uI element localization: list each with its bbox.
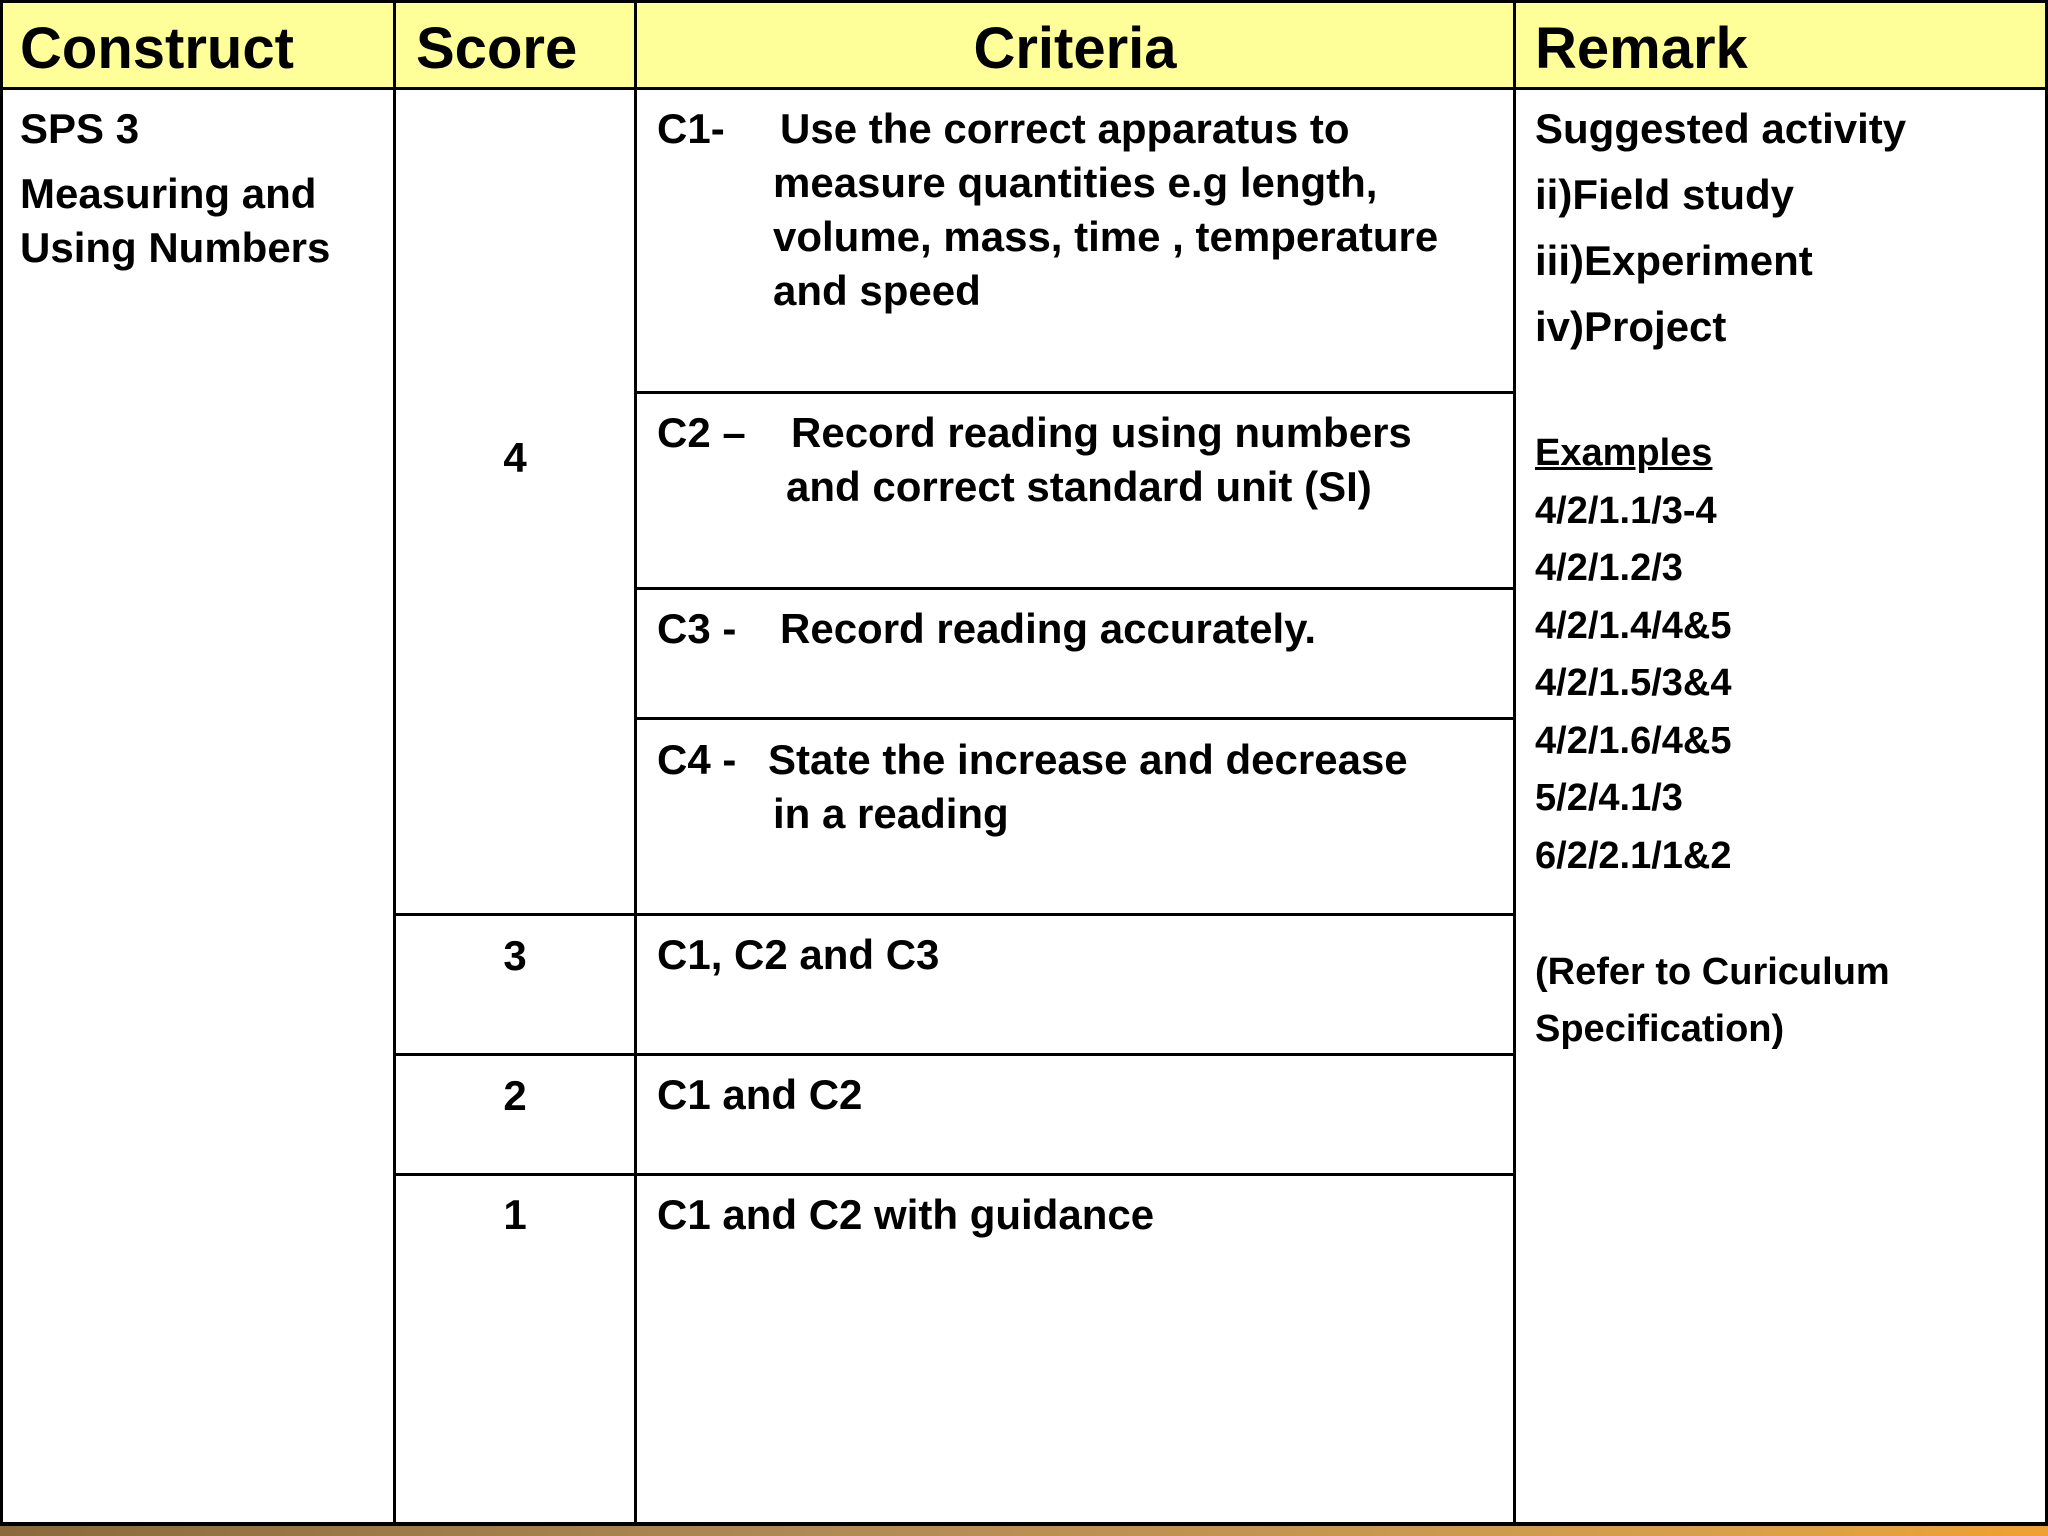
header-remark: Remark <box>1535 16 1748 81</box>
criteria-divider-c3-c4 <box>634 717 1516 720</box>
criteria-score-2: C1 and C2 <box>657 1071 863 1118</box>
score-2: 2 <box>503 1072 527 1119</box>
criteria-c2-line: and correct standard unit (SI) <box>786 463 1372 510</box>
construct-name-line1: Measuring and <box>20 170 317 217</box>
row-divider-4-3 <box>393 913 1516 916</box>
criteria-score-1: C1 and C2 with guidance <box>657 1191 1155 1238</box>
score-4: 4 <box>503 434 527 481</box>
remark-activity: iii)Experiment <box>1535 237 1813 284</box>
score-3: 3 <box>503 932 527 979</box>
criteria-c1-line: and speed <box>773 267 981 314</box>
table-border-left <box>0 0 3 1524</box>
remark-note-line1: (Refer to Curiculum <box>1535 951 1890 993</box>
remark-example: 4/2/1.1/3-4 <box>1535 490 1717 532</box>
score-1: 1 <box>503 1191 527 1238</box>
column-divider-1 <box>393 0 396 1524</box>
header-criteria: Criteria <box>973 16 1177 81</box>
remark-example: 6/2/2.1/1&2 <box>1535 835 1732 877</box>
remark-title: Suggested activity <box>1535 105 1907 152</box>
remark-activity: ii)Field study <box>1535 171 1795 218</box>
slide-footer-bar <box>0 1522 2048 1536</box>
criteria-c2-code: C2 – <box>657 409 746 456</box>
criteria-c4-line: State the increase and decrease <box>768 736 1408 783</box>
remark-examples-label: Examples <box>1535 432 1713 474</box>
remark-example: 4/2/1.5/3&4 <box>1535 662 1732 704</box>
criteria-c1-line: volume, mass, time , temperature <box>773 213 1439 260</box>
criteria-c1-code: C1- <box>657 105 725 152</box>
remark-activity: iv)Project <box>1535 303 1727 350</box>
header-construct: Construct <box>20 16 294 81</box>
criteria-c3-code: C3 - <box>657 605 737 652</box>
criteria-c3-line: Record reading accurately. <box>780 605 1317 652</box>
remark-example: 4/2/1.6/4&5 <box>1535 720 1732 762</box>
criteria-c1-line: Use the correct apparatus to <box>780 105 1350 152</box>
column-divider-2 <box>634 0 637 1524</box>
construct-code: SPS 3 <box>20 105 140 152</box>
header-score: Score <box>416 16 578 81</box>
criteria-score-3: C1, C2 and C3 <box>657 931 940 978</box>
criteria-c2-line: Record reading using numbers <box>791 409 1412 456</box>
remark-example: 5/2/4.1/3 <box>1535 777 1683 819</box>
construct-name-line2: Using Numbers <box>20 224 331 271</box>
criteria-c1-line: measure quantities e.g length, <box>773 159 1378 206</box>
criteria-c4-code: C4 - <box>657 736 737 783</box>
header-divider <box>0 87 2048 90</box>
criteria-divider-c2-c3 <box>634 587 1516 590</box>
remark-example: 4/2/1.2/3 <box>1535 547 1683 589</box>
remark-note-line2: Specification) <box>1535 1008 1785 1050</box>
criteria-c4-line: in a reading <box>773 790 1009 837</box>
table-border-top <box>0 0 2048 3</box>
remark-example: 4/2/1.4/4&5 <box>1535 605 1732 647</box>
column-divider-3 <box>1513 0 1516 1524</box>
criteria-divider-c1-c2 <box>634 391 1516 394</box>
row-divider-2-1 <box>393 1173 1516 1176</box>
row-divider-3-2 <box>393 1053 1516 1056</box>
